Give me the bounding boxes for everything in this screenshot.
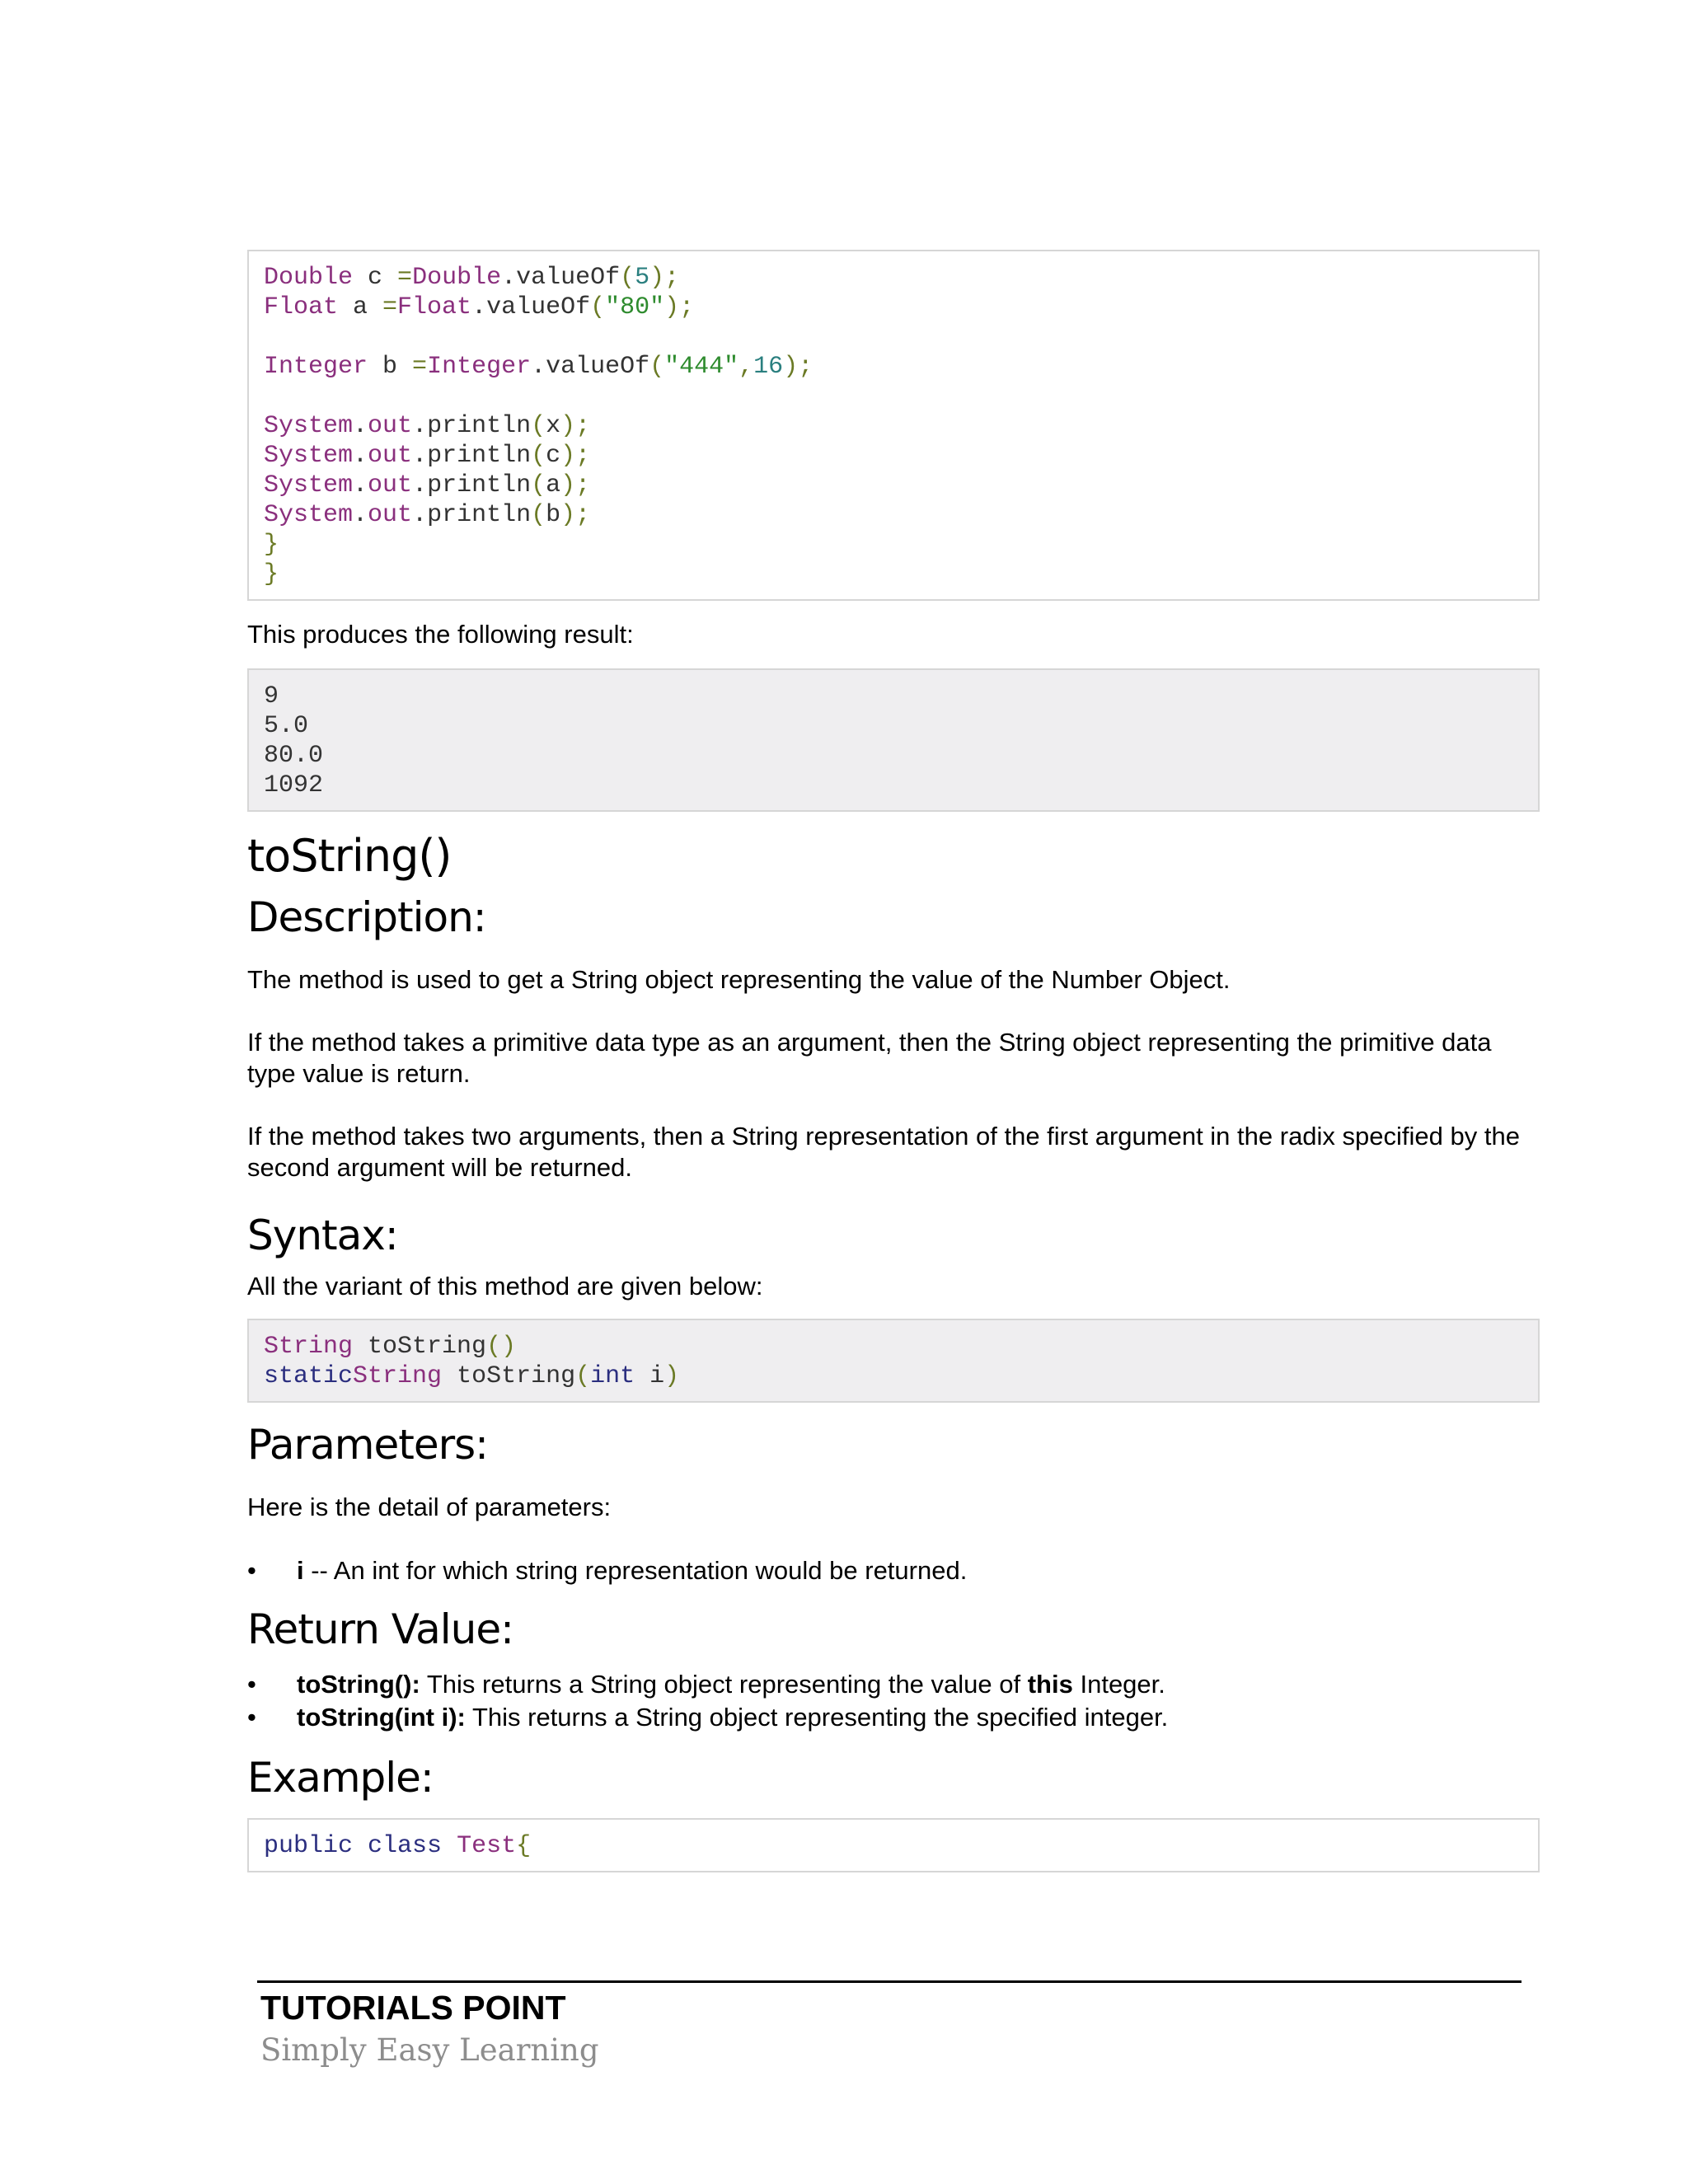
code-token: ); [664, 293, 695, 321]
code-line [264, 382, 1523, 411]
footer-rule [257, 1980, 1522, 1983]
code-token: System [264, 412, 354, 440]
code-line [264, 560, 1523, 589]
code-token: ); [560, 442, 591, 470]
code-token: "444" [664, 353, 739, 381]
code-token: ); [783, 353, 814, 381]
code-token: c [546, 442, 561, 470]
code-token: x [546, 412, 561, 440]
code-token: i [635, 1362, 665, 1390]
output-block [247, 668, 1540, 812]
parameter-name: i [297, 1556, 304, 1585]
bullet-icon: • [247, 1703, 256, 1732]
return-value-heading: Return Value: [247, 1605, 513, 1653]
parameters-heading: Parameters: [247, 1421, 489, 1469]
bullet-icon: • [247, 1670, 256, 1699]
output-line: 1092 [264, 771, 324, 799]
code-token: ( [620, 264, 635, 292]
code-token: String [353, 1362, 443, 1390]
code-token: . [353, 471, 368, 499]
code-token: { [516, 1832, 532, 1860]
code-line [264, 263, 1523, 293]
code-token: Integer [264, 353, 368, 381]
code-token: a [338, 293, 383, 321]
code-token: ( [590, 293, 606, 321]
code-token: public [264, 1832, 354, 1860]
code-token: Float [264, 293, 339, 321]
code-token: .println [412, 501, 532, 529]
code-line [264, 530, 1523, 560]
code-token: } [264, 560, 279, 588]
code-token: ( [575, 1362, 591, 1390]
code-token: } [264, 531, 279, 559]
code-line [264, 500, 1523, 530]
code-line [264, 293, 1523, 322]
output-line: 9 [264, 682, 279, 710]
code-token: ( [531, 501, 546, 529]
code-line [264, 352, 1523, 382]
output-line: 5.0 [264, 712, 309, 740]
code-token: c [353, 264, 398, 292]
return-item-1-text-b: Integer. [1072, 1670, 1165, 1699]
code-token: out [368, 412, 413, 440]
code-token: , [738, 353, 754, 381]
output-line: 80.0 [264, 742, 324, 770]
code-token: int [590, 1362, 635, 1390]
code-token: () [486, 1333, 517, 1361]
code-token: ); [560, 412, 591, 440]
code-token: ); [649, 264, 680, 292]
code-token: .valueOf [471, 293, 591, 321]
code-token: ); [560, 471, 591, 499]
code-token: .valueOf [531, 353, 650, 381]
code-token: = [382, 293, 398, 321]
code-token [442, 1832, 457, 1860]
code-token [353, 1832, 368, 1860]
example-code-block [247, 1818, 1540, 1872]
code-token: out [368, 471, 413, 499]
code-token: . [353, 442, 368, 470]
code-token: toString [353, 1333, 487, 1361]
code-line [264, 411, 1523, 441]
page-content [247, 250, 1540, 1872]
code-line [264, 322, 1523, 352]
code-token: class [368, 1832, 443, 1860]
code-line [264, 441, 1523, 471]
bullet-icon: • [247, 1556, 256, 1585]
code-token: .println [412, 412, 532, 440]
code-token: 16 [753, 353, 784, 381]
code-block-top [247, 250, 1540, 601]
code-token: System [264, 471, 354, 499]
code-token: Float [397, 293, 472, 321]
footer-title: TUTORIALS POINT [260, 1989, 566, 2027]
code-line [264, 1332, 1523, 1361]
code-token: ( [531, 442, 546, 470]
code-line [264, 1831, 1523, 1861]
syntax-intro: All the variant of this method are given below: [247, 1272, 763, 1301]
code-token: ); [560, 501, 591, 529]
return-item-1 [247, 1668, 1540, 1701]
parameters-intro: Here is the detail of parameters: [247, 1493, 612, 1521]
return-item-1-bold-b: this [1027, 1670, 1073, 1699]
code-token: Double [412, 264, 502, 292]
code-token: out [368, 501, 413, 529]
code-token: static [264, 1362, 354, 1390]
code-token: = [397, 264, 413, 292]
result-intro: This produces the following result: [247, 620, 634, 649]
footer-subtitle: Simply Easy Learning [260, 2032, 599, 2068]
code-token: out [368, 442, 413, 470]
code-token: ( [531, 471, 546, 499]
description-heading: Description: [247, 893, 486, 941]
code-token: .println [412, 471, 532, 499]
code-token: System [264, 501, 354, 529]
code-token: String [264, 1333, 354, 1361]
code-token: ( [649, 353, 665, 381]
code-line [264, 1361, 1523, 1391]
code-token: . [353, 412, 368, 440]
syntax-code-block [247, 1319, 1540, 1403]
code-token: ) [664, 1362, 680, 1390]
parameter-desc: -- An int for which string representation would be returned. [303, 1556, 968, 1585]
syntax-heading: Syntax: [247, 1212, 398, 1259]
code-token: = [412, 353, 428, 381]
code-token: ( [531, 412, 546, 440]
code-token: . [353, 501, 368, 529]
description-para-3: If the method takes two arguments, then a String representation of the first argument in the radix specified by the second argument will be returned. [247, 1122, 1520, 1182]
code-token: toString [442, 1362, 576, 1390]
code-token: Integer [427, 353, 532, 381]
code-token: .println [412, 442, 532, 470]
return-item-1-text-a: This returns a String object representing the value of [420, 1670, 1028, 1699]
code-line [264, 471, 1523, 500]
code-token: a [546, 471, 561, 499]
code-token: 5 [635, 264, 650, 292]
return-item-2 [247, 1701, 1540, 1734]
return-item-2-text: This returns a String object representing the specified integer. [465, 1703, 1169, 1732]
code-token: Double [264, 264, 354, 292]
code-token: "80" [605, 293, 665, 321]
code-token: b [546, 501, 561, 529]
code-token: System [264, 442, 354, 470]
return-item-1-name: toString(): [297, 1670, 420, 1699]
method-title: toString() [247, 830, 452, 882]
description-para-1: The method is used to get a String object representing the value of the Number Object. [247, 965, 1231, 994]
description-para-2: If the method takes a primitive data type as an argument, then the String object representing the primitive data type value is return. [247, 1028, 1492, 1088]
parameter-item [247, 1554, 1540, 1587]
code-token: b [368, 353, 413, 381]
code-token: .valueOf [501, 264, 621, 292]
return-item-2-name: toString(int i): [297, 1703, 466, 1732]
code-token: Test [457, 1832, 517, 1860]
example-heading: Example: [247, 1754, 434, 1802]
